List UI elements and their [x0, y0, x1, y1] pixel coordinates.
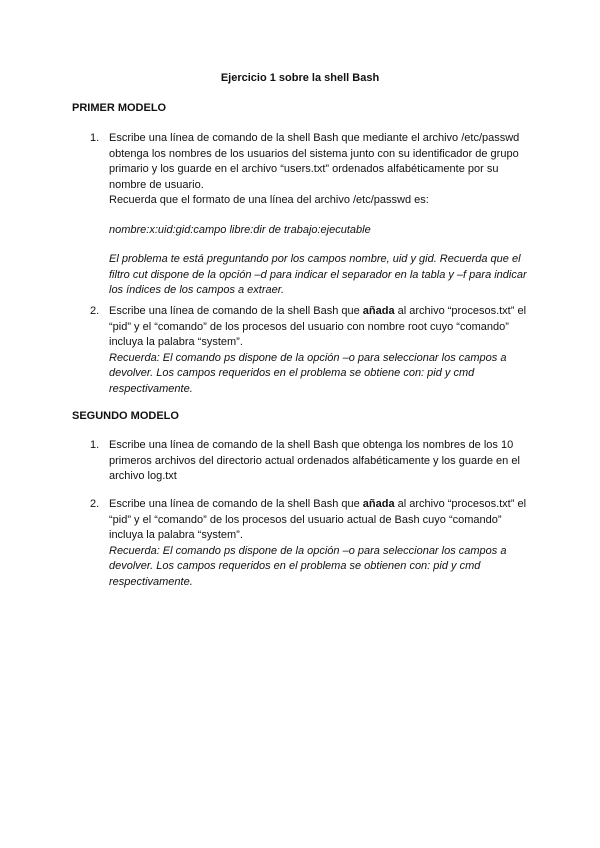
- item-text-bold: añada: [362, 305, 395, 317]
- item-text: [109, 304, 530, 351]
- item-text-before: Escribe una línea de comando de la shell Bash que: [109, 305, 363, 317]
- item-body: [109, 131, 530, 299]
- item-text: [109, 497, 530, 544]
- item-text: Escribe una línea de comando de la shell Bash que obtenga los nombres de los 10 primeros archivos del directorio actual ordenados alfabéticamente y los guarde en el archivo log.txt: [109, 439, 520, 482]
- item-hint: Recuerda: El comando ps dispone de la opción –o para seleccionar los campos a devolver. Los campos requeridos en el problema se obtiene con: pid y cmd respectivamente.: [109, 351, 507, 395]
- item-text-after: al archivo “procesos.txt” el “pid” y el “comando” de los procesos del usuario con nombre root cuyo “comando” incluya la palabra “system”.: [109, 305, 527, 348]
- document-title: Ejercicio 1 sobre la shell Bash: [220, 72, 380, 84]
- exercise-item: [90, 131, 530, 299]
- passwd-format: nombre:x:uid:gid:campo libre:dir de trabajo:ejecutable: [109, 223, 371, 236]
- section-heading-segundo-modelo: SEGUNDO MODELO: [72, 410, 179, 422]
- item-body: [109, 304, 530, 397]
- item-hint: Recuerda: El comando ps dispone de la opción –o para seleccionar los campos a devolver. Los campos requeridos en el problema se obtienen con: pid y cmd respectivamente.: [109, 544, 507, 588]
- item-number: 1.: [90, 439, 100, 451]
- item-text-after: al archivo “procesos.txt” el “pid” y el “comando” de los procesos del usuario actual de Bash cuyo “comando” incluya la palabra “system”.: [109, 498, 527, 541]
- item-number: 1.: [90, 132, 100, 144]
- item-text-bold: añada: [362, 498, 395, 510]
- item-number: 2.: [90, 305, 100, 317]
- item-text-secondary: Recuerda que el formato de una línea del archivo /etc/passwd es:: [109, 194, 429, 206]
- item-hint: El problema te está preguntando por los campos nombre, uid y gid. Recuerda que el filtro cut dispone de la opción –d para indicar el separador en la tabla y –f para indicar los índices de los campos a extraer.: [109, 253, 527, 296]
- item-body: [109, 497, 530, 590]
- item-number: 2.: [90, 498, 100, 510]
- exercise-item: [90, 438, 530, 485]
- item-text-before: Escribe una línea de comando de la shell Bash que: [109, 498, 363, 510]
- item-text: Escribe una línea de comando de la shell Bash que mediante el archivo /etc/passwd obtenga los nombres de los usuarios del sistema junto con su identificador de grupo primario y los guarde en el archivo “users.txt” ordenados alfabéticamente por su nombre de usuario.: [109, 132, 520, 191]
- exercise-item: [90, 497, 530, 590]
- section-heading-primer-modelo: PRIMER MODELO: [72, 102, 167, 114]
- item-body: [109, 438, 530, 485]
- exercise-item: [90, 304, 530, 397]
